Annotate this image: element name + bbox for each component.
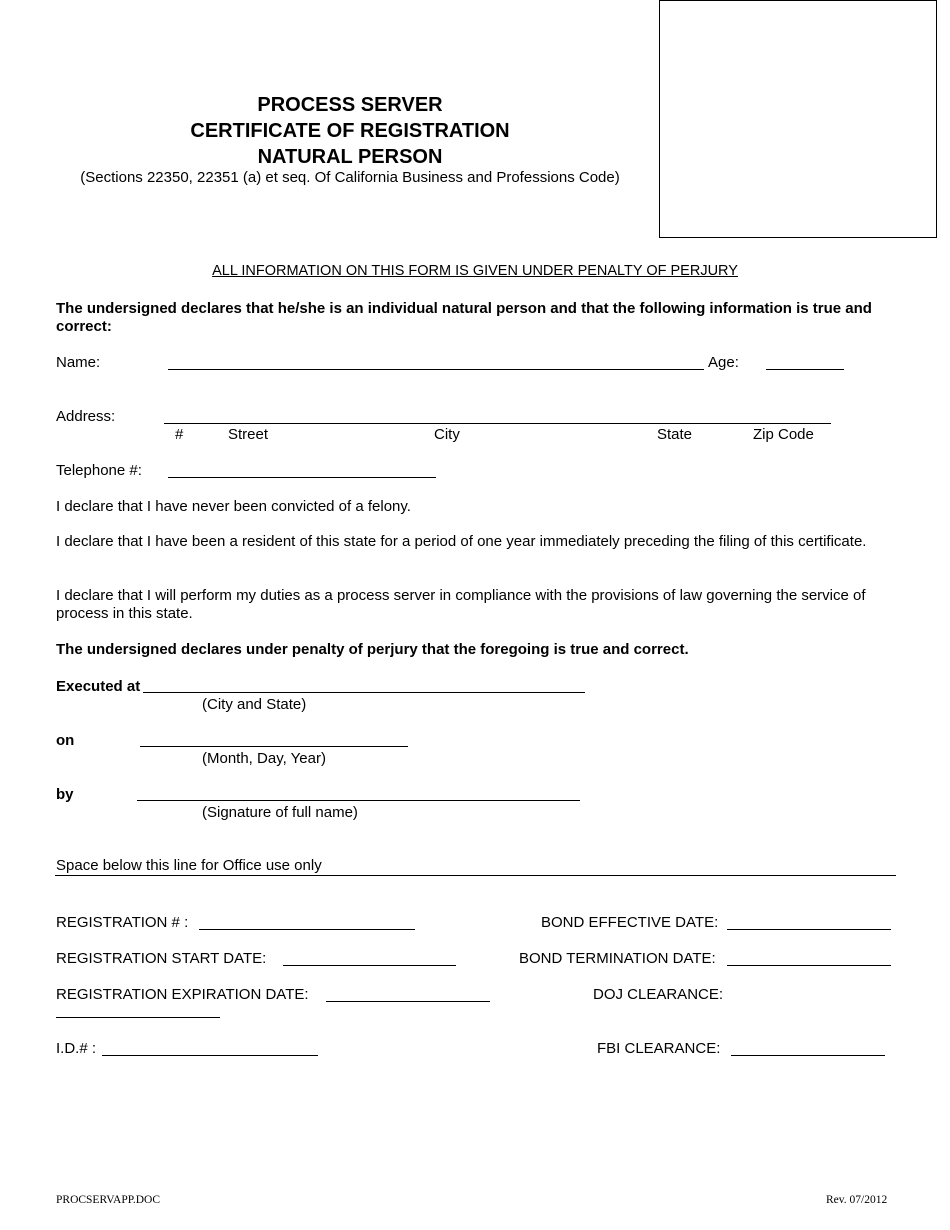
name-field[interactable] — [168, 369, 704, 370]
doj-clearance-label: DOJ CLEARANCE: — [593, 986, 724, 1003]
title-line-1: PROCESS SERVER — [257, 94, 443, 116]
office-use-divider — [55, 875, 896, 876]
intro-statement: The undersigned declares that he/she is an individual natural person and that the following information is true and correct: — [56, 300, 872, 335]
age-field[interactable] — [766, 369, 844, 370]
registration-start-field[interactable] — [283, 965, 456, 966]
executed-at-hint: (City and State) — [202, 696, 307, 713]
bond-termination-field[interactable] — [727, 965, 891, 966]
penalty-notice: ALL INFORMATION ON THIS FORM IS GIVEN UNDER PENALTY OF PERJURY — [212, 263, 738, 279]
title-line-3: NATURAL PERSON — [257, 146, 443, 168]
by-label: by — [56, 786, 74, 803]
bond-termination-label: BOND TERMINATION DATE: — [519, 950, 716, 967]
subtitle: (Sections 22350, 22351 (a) et seq. Of California Business and Professions Code) — [80, 169, 620, 186]
name-label: Name: — [56, 354, 101, 371]
registration-expiration-label: REGISTRATION EXPIRATION DATE: — [56, 986, 309, 1003]
bond-effective-field[interactable] — [727, 929, 891, 930]
executed-at-field[interactable] — [143, 692, 585, 693]
date-hint: (Month, Day, Year) — [202, 750, 326, 767]
address-hint-state: State — [657, 426, 693, 443]
on-label: on — [56, 732, 75, 749]
title-line-2: CERTIFICATE OF REGISTRATION — [190, 120, 510, 142]
address-label: Address: — [56, 408, 116, 425]
signature-field[interactable] — [137, 800, 580, 801]
date-field[interactable] — [140, 746, 408, 747]
declaration-duties: I declare that I will perform my duties as a process server in compliance with the provisions of law governing the service of process in this state. — [56, 587, 866, 622]
telephone-label: Telephone #: — [56, 462, 142, 479]
doj-clearance-field[interactable] — [56, 1017, 220, 1018]
photo-box — [659, 0, 937, 238]
footer-revision: Rev. 07/2012 — [826, 1194, 888, 1206]
office-use-notice: Space below this line for Office use only — [56, 857, 322, 874]
signature-hint: (Signature of full name) — [202, 804, 358, 821]
fbi-clearance-label: FBI CLEARANCE: — [597, 1040, 721, 1057]
declaration-felony: I declare that I have never been convicted of a felony. — [56, 498, 411, 515]
address-hint-city: City — [434, 426, 460, 443]
bond-effective-label: BOND EFFECTIVE DATE: — [541, 914, 719, 931]
age-label: Age: — [708, 354, 739, 371]
executed-at-label: Executed at — [56, 678, 141, 695]
address-hint-street: Street — [228, 426, 269, 443]
address-hint-zip: Zip Code — [753, 426, 814, 443]
declaration-resident: I declare that I have been a resident of this state for a period of one year immediately preceding the filing of this certificate. — [56, 533, 867, 550]
id-number-field[interactable] — [102, 1055, 318, 1056]
address-hint-number: # — [175, 426, 184, 443]
registration-start-label: REGISTRATION START DATE: — [56, 950, 267, 967]
fbi-clearance-field[interactable] — [731, 1055, 885, 1056]
registration-number-label: REGISTRATION # : — [56, 914, 189, 931]
footer-doc-name: PROCSERVAPP.DOC — [56, 1194, 161, 1206]
declaration-perjury: The undersigned declares under penalty of perjury that the foregoing is true and correct. — [56, 641, 689, 658]
address-field[interactable] — [164, 423, 831, 424]
registration-expiration-field[interactable] — [326, 1001, 490, 1002]
registration-number-field[interactable] — [199, 929, 415, 930]
id-number-label: I.D.# : — [56, 1040, 97, 1057]
telephone-field[interactable] — [168, 477, 436, 478]
